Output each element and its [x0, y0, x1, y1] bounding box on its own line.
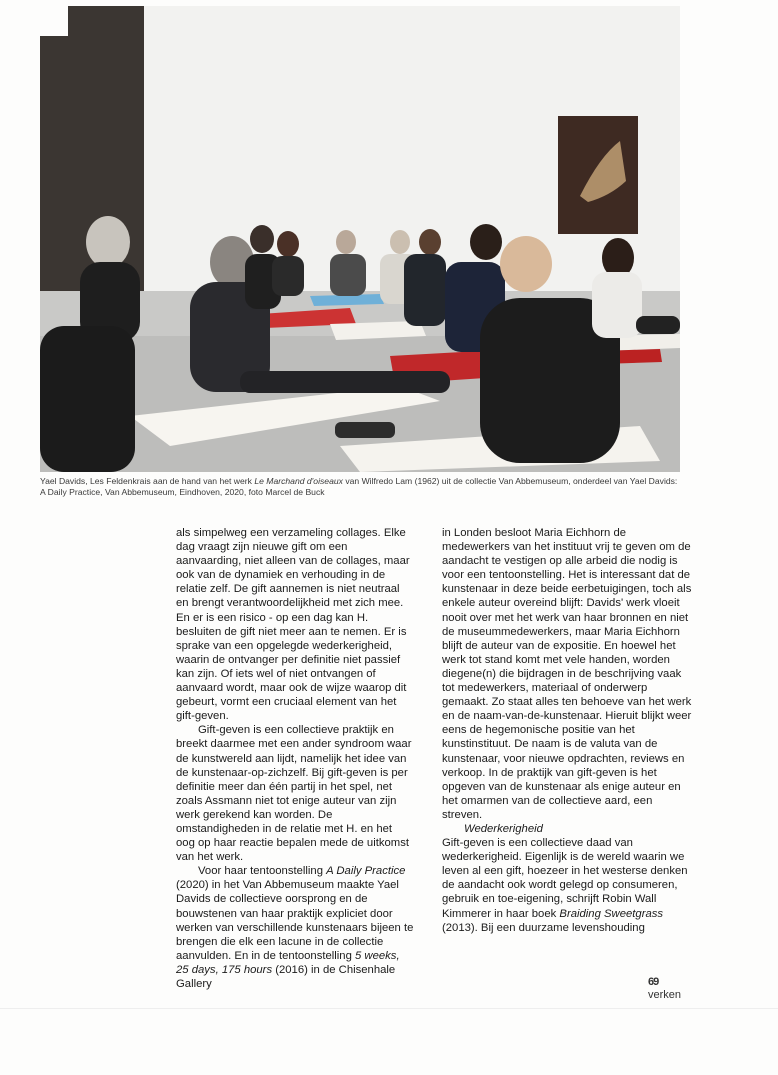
exhibition-photo [40, 6, 680, 472]
caption-text-rest: van Wilfredo Lam (1962) uit de collectie Van Abbemuseum, onderdeel van Yael Davids: A Daily Practice, Van Abbemuseum, Eindhoven, 2020, foto Marcel de Buck [40, 476, 678, 498]
caption-text: Yael Davids, Les Feldenkrais aan de hand van het werk [40, 476, 255, 486]
page-mark: 69 [648, 976, 659, 988]
exhibition-title: A Daily Practice [326, 865, 406, 878]
caption-artwork-title: Le Marchand d'oiseaux [254, 476, 343, 486]
paragraph: Voor haar tentoonstelling A Daily Practice (2020) in het Van Abbemuseum maakte Yael Davids de collectieve oorsprong en de bouwstenen van haar praktijk expliciet door werken van verschillende kunstenaars bijeen te brengen die elk een lacune in de collectie aanvulden. En in de tentoonstelling 5 weeks, 25 days, 175 hours (2016) in de Chisenhale Gallery [176, 865, 414, 990]
book-title: Braiding Sweetgrass [559, 907, 664, 920]
paragraph: in Londen besloot Maria Eichhorn de medewerkers van het instituut vrij te geven om de aandacht te vestigen op alle arbeid die nodig is voor een tentoonstelling. Het is interessant dat de kunstenaar in deze beide eerbetuigingen, toch als enkele auteur overeind blijft: Davids' werk vloeit nooit over met het werk van haar bronnen en niet de museummedewerkers, maar Maria Eichhorn blijft de auteur van de expositie. En hoewel het werk tot stand komt met vele handen, worden diegene(n) die bijdragen in de beschrijving vaak tot medewerkers, materiaal of onderwerp gemaakt. Zo staat alles ten behoeve van het werk en de naam-van-de-kunstenaar. Hieruit blijkt weer eens de hegemonische positie van het kunstinstituut. De naam is de valuta van de kunstenaar, voor nieuwe opdrachten, reviews en verkoop. In de praktijk van gift-geven is het opgeven van de kunstenaar als enige auteur en het omarmen van de collectieve aard, een streven. [442, 527, 692, 821]
section-name: verken [648, 989, 682, 1001]
photo-illustration [40, 6, 680, 472]
body-column-right [442, 526, 694, 935]
bottom-divider [0, 1008, 778, 1009]
body-column-left [176, 526, 414, 991]
section-subheading: Wederkerigheid [464, 822, 543, 835]
exhibition-title: 5 weeks, 25 days, 175 hours [176, 949, 400, 976]
paragraph: Gift-geven is een collectieve praktijk en breekt daarmee met een ander syndroom waar de kunstwereld aan lijdt, namelijk het idee van de kunstenaar-op-zichzelf. Bij gift-geven is per definitie meer dan één partij in het spel, net zoals Assmann niet tot enige auteur van zijn werk gerekend kan worden. De omstandigheden in de relatie met H. en het oog op haar reactie bepalen mede de uitkomst van het werk. [176, 724, 412, 864]
photo-caption [40, 476, 680, 499]
paragraph: als simpelweg een verzameling collages. Elke dag vraagt zijn nieuwe gift om een aanvaarding, niet alleen van de collages, maar ook van de dynamiek en verhouding in de relatie zelf. De gift aannemen is niet neutraal en brengt verantwoordelijkheid met zich mee. En er is een risico - op een dag kan H. besluiten de gift niet meer aan te nemen. Er is sprake van een opgelegde wederkerigheid, waarin de ontvanger per definitie niet passief kan zijn. Of iets wel of niet ontvangen of aanvaard wordt, maar ook de wijze waarop dit gebeurt, vormt een cruciaal element van het gift-geven. [176, 527, 410, 723]
paragraph: Gift-geven is een collectieve daad van wederkerigheid. Eigenlijk is de wereld waarin we leven al een gift, hoezeer in het westerse denken de aandacht ook wordt gelegd op consumeren, gebruik en toe-eigening, schrijft Robin Wall Kimmerer in haar boek Braiding Sweetgrass (2013). Bij een duurzame levenshouding [442, 837, 688, 934]
page-footer [648, 976, 681, 1002]
